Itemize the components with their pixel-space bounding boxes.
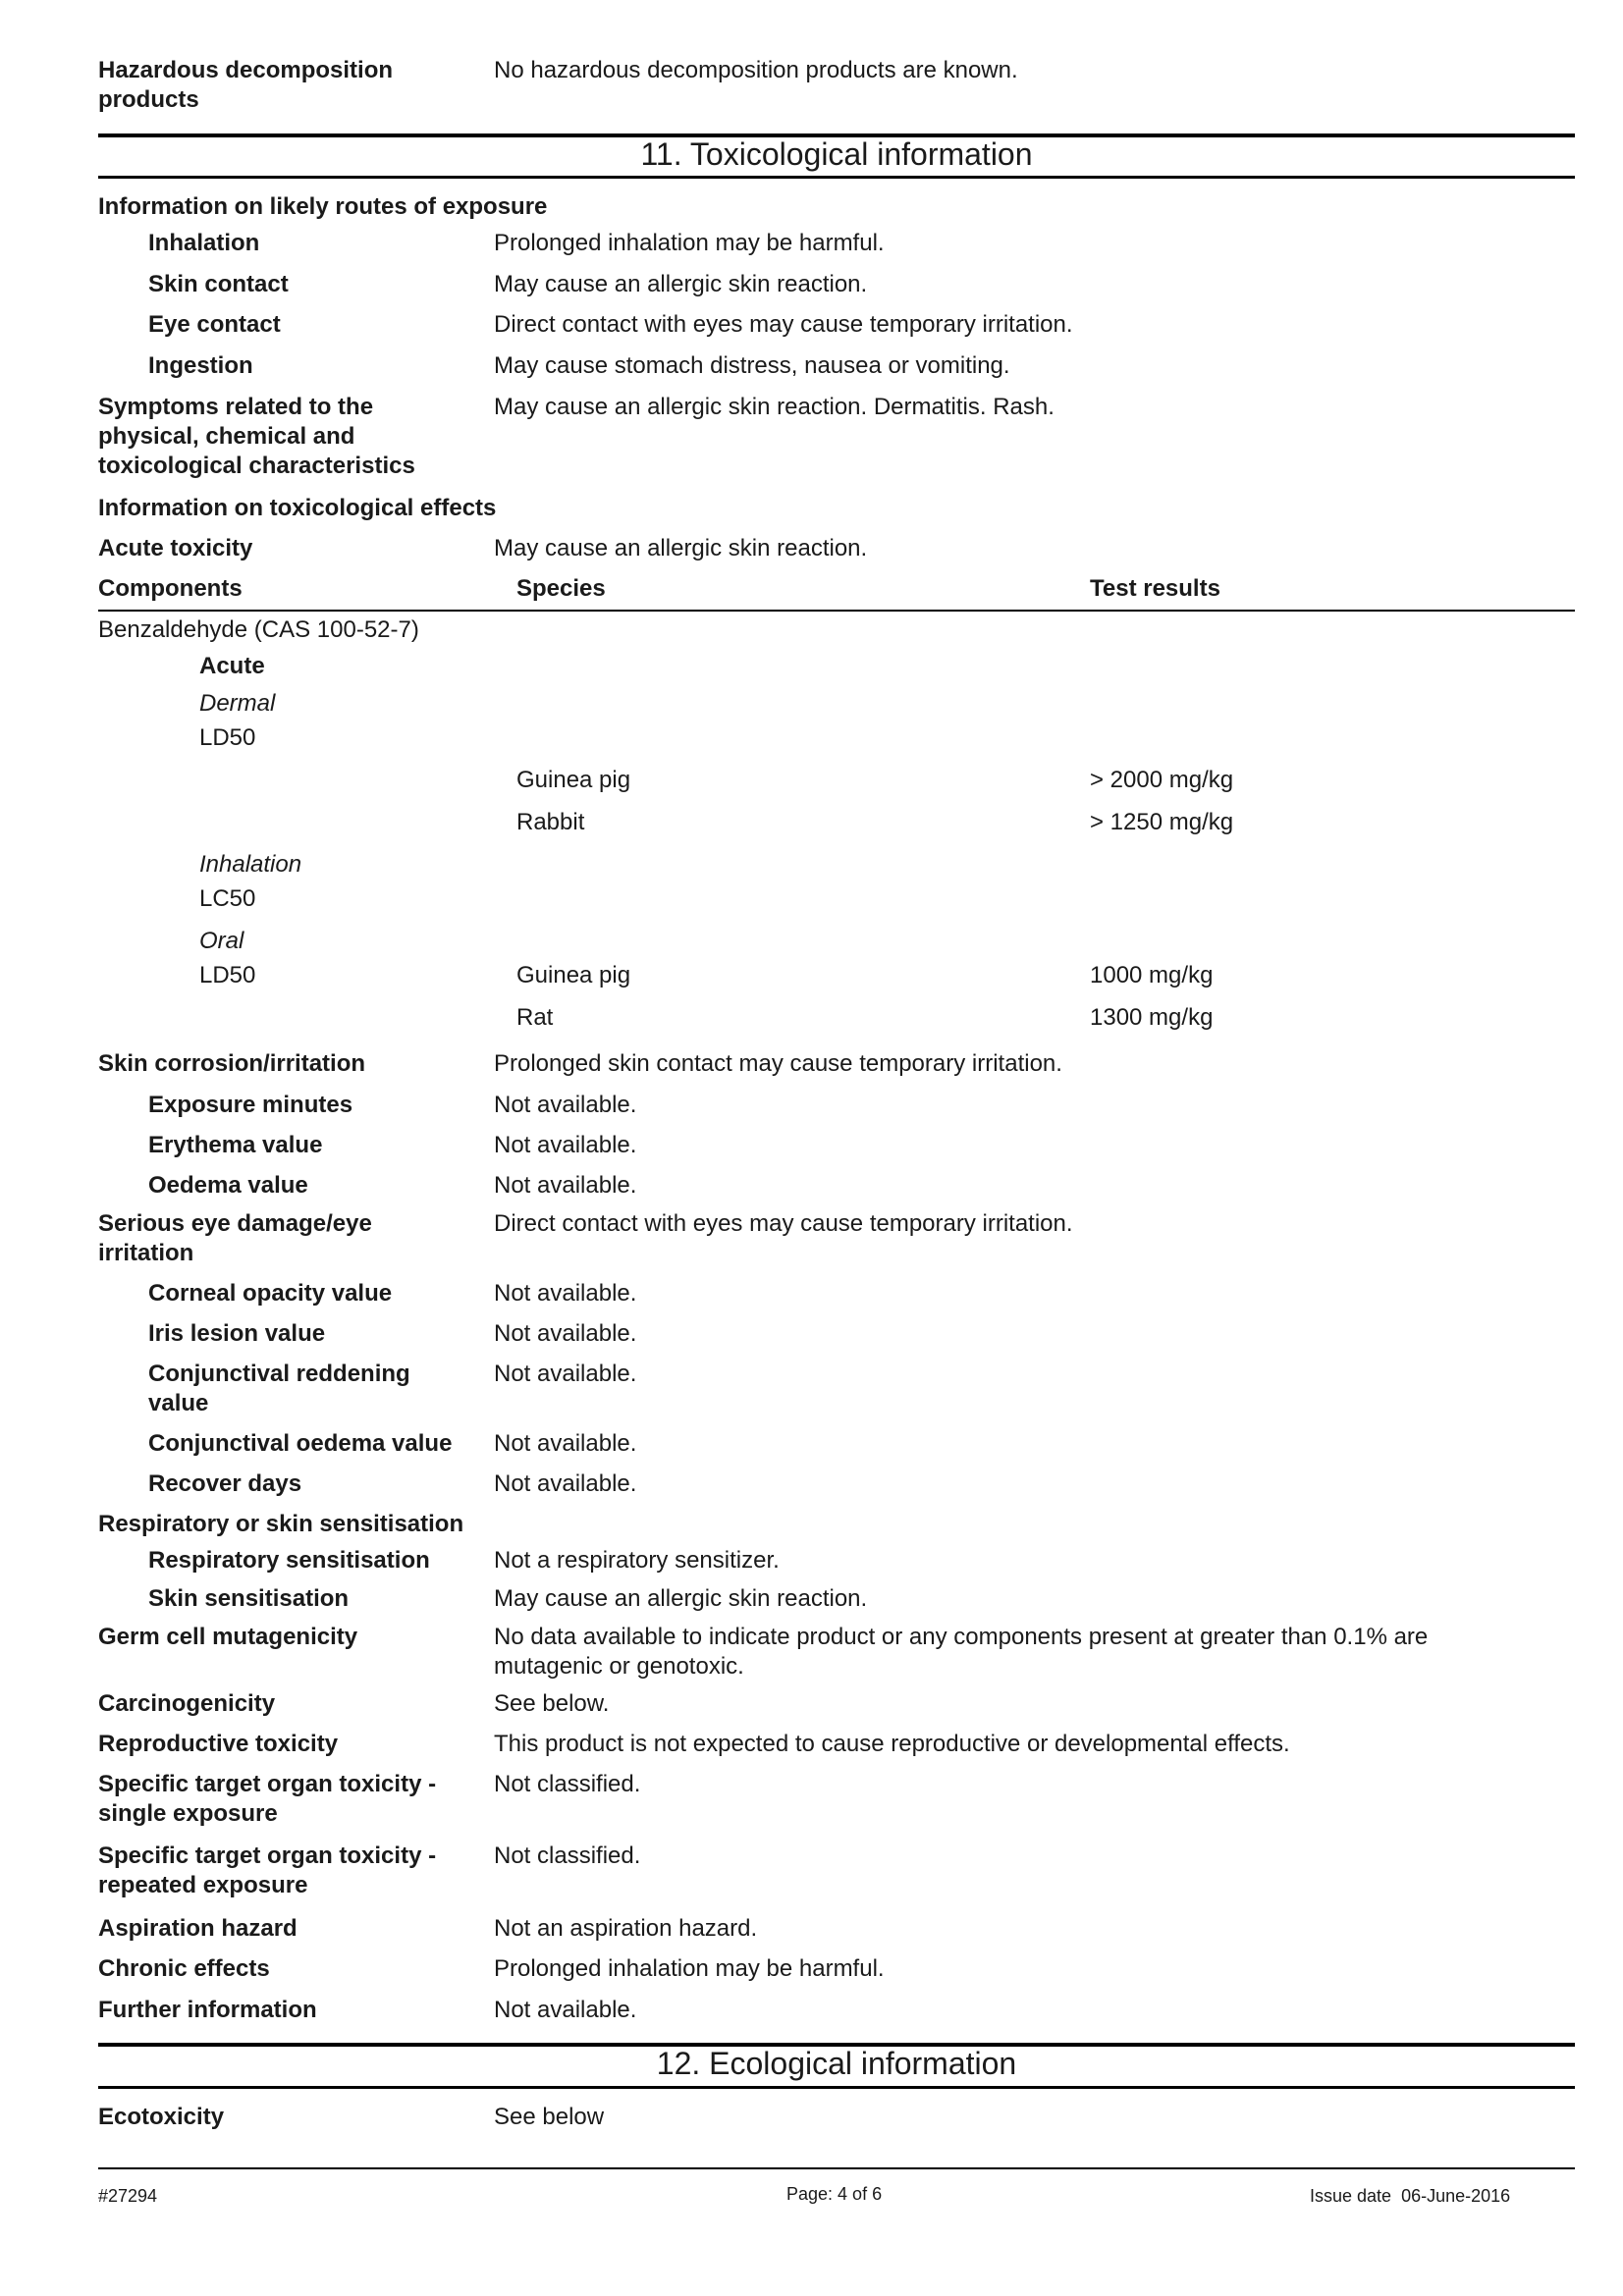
eye-contact-label: Eye contact bbox=[148, 311, 281, 338]
document-number: #27294 bbox=[98, 2186, 158, 2206]
corneal-opacity-value: Not available. bbox=[494, 1280, 637, 1307]
routes-heading: Information on likely routes of exposure bbox=[98, 193, 548, 220]
conjunctival-oedema-label: Conjunctival oedema value bbox=[148, 1430, 453, 1457]
further-information-label: Further information bbox=[98, 1997, 317, 2023]
oral-metric: LD50 bbox=[199, 962, 256, 988]
table-row-result: > 1250 mg/kg bbox=[1090, 809, 1234, 835]
table-row-result: > 2000 mg/kg bbox=[1090, 767, 1234, 793]
table-row-result: 1000 mg/kg bbox=[1090, 962, 1214, 988]
symptoms-label: Symptoms related to the physical, chemical and toxicological characteristics bbox=[98, 394, 415, 479]
acute-toxicity-label: Acute toxicity bbox=[98, 535, 253, 561]
table-header-components: Components bbox=[98, 575, 243, 602]
further-information-value: Not available. bbox=[494, 1997, 637, 2023]
route-oral: Oral bbox=[199, 928, 244, 954]
chronic-effects-label: Chronic effects bbox=[98, 1955, 270, 1982]
skin-contact-label: Skin contact bbox=[148, 271, 289, 297]
table-row-species: Rat bbox=[516, 1004, 554, 1031]
section-11-bottom-rule bbox=[98, 176, 1575, 179]
conjunctival-reddening-label: Conjunctival reddening value bbox=[148, 1361, 410, 1416]
ecotoxicity-value: See below bbox=[494, 2104, 605, 2130]
page-number: Page: 4 of 6 bbox=[786, 2184, 883, 2204]
table-row-species: Rabbit bbox=[516, 809, 585, 835]
section-12-title: 12. Ecological information bbox=[656, 2046, 1017, 2081]
aspiration-hazard-label: Aspiration hazard bbox=[98, 1915, 298, 1942]
erythema-value: Not available. bbox=[494, 1132, 637, 1158]
dermal-metric: LD50 bbox=[199, 724, 256, 751]
reproductive-toxicity-value: This product is not expected to cause reproductive or developmental effects. bbox=[494, 1731, 1290, 1757]
carcinogenicity-label: Carcinogenicity bbox=[98, 1690, 276, 1717]
issue-date bbox=[1310, 2185, 1510, 2207]
table-row-species: Guinea pig bbox=[516, 767, 631, 793]
acute-subheading: Acute bbox=[199, 653, 265, 679]
route-inhalation: Inhalation bbox=[199, 851, 302, 878]
ecotoxicity-label: Ecotoxicity bbox=[98, 2104, 225, 2130]
corneal-opacity-label: Corneal opacity value bbox=[148, 1280, 393, 1307]
inhalation-metric: LC50 bbox=[199, 885, 256, 912]
exposure-minutes-label: Exposure minutes bbox=[148, 1092, 353, 1118]
ingestion-value: May cause stomach distress, nausea or vomiting. bbox=[494, 352, 1010, 379]
respiratory-sensitisation-value: Not a respiratory sensitizer. bbox=[494, 1547, 780, 1574]
stot-repeated-value: Not classified. bbox=[494, 1842, 641, 1869]
skin-contact-value: May cause an allergic skin reaction. bbox=[494, 271, 868, 297]
stot-single-label: Specific target organ toxicity - single exposure bbox=[98, 1771, 437, 1827]
section-12-bottom-rule bbox=[98, 2086, 1575, 2089]
eye-damage-label: Serious eye damage/eye irritation bbox=[98, 1210, 372, 1266]
carcinogenicity-value: See below. bbox=[494, 1690, 610, 1717]
issue-date-label: Issue date bbox=[1310, 2186, 1392, 2206]
respiratory-sensitisation-label: Respiratory sensitisation bbox=[148, 1547, 430, 1574]
inhalation-label: Inhalation bbox=[148, 230, 260, 256]
ingestion-label: Ingestion bbox=[148, 352, 253, 379]
table-row-species: Guinea pig bbox=[516, 962, 631, 988]
skin-sensitisation-label: Skin sensitisation bbox=[148, 1585, 350, 1612]
conjunctival-oedema-value: Not available. bbox=[494, 1430, 637, 1457]
stot-repeated-label: Specific target organ toxicity - repeated exposure bbox=[98, 1842, 437, 1898]
reproductive-toxicity-label: Reproductive toxicity bbox=[98, 1731, 339, 1757]
recover-days-label: Recover days bbox=[148, 1470, 302, 1497]
exposure-minutes-value: Not available. bbox=[494, 1092, 637, 1118]
inhalation-value: Prolonged inhalation may be harmful. bbox=[494, 230, 885, 256]
table-row-result: 1300 mg/kg bbox=[1090, 1004, 1214, 1031]
acute-toxicity-value: May cause an allergic skin reaction. bbox=[494, 535, 868, 561]
section-11-title: 11. Toxicological information bbox=[640, 136, 1033, 172]
iris-lesion-value: Not available. bbox=[494, 1320, 637, 1347]
eye-contact-value: Direct contact with eyes may cause temporary irritation. bbox=[494, 311, 1073, 338]
chronic-effects-value: Prolonged inhalation may be harmful. bbox=[494, 1955, 885, 1982]
conjunctival-reddening-value: Not available. bbox=[494, 1361, 637, 1387]
table-header-species: Species bbox=[516, 575, 606, 602]
aspiration-hazard-value: Not an aspiration hazard. bbox=[494, 1915, 758, 1942]
table-header-results: Test results bbox=[1090, 575, 1220, 602]
oedema-label: Oedema value bbox=[148, 1172, 308, 1199]
hazardous-decomposition-label: Hazardous decomposition products bbox=[98, 57, 394, 113]
skin-corrosion-label: Skin corrosion/irritation bbox=[98, 1050, 366, 1077]
germ-cell-value: No data available to indicate product or any components present at greater than 0.1% are mutagenic or genotoxic. bbox=[494, 1624, 1429, 1680]
oedema-value: Not available. bbox=[494, 1172, 637, 1199]
effects-heading: Information on toxicological effects bbox=[98, 495, 497, 521]
eye-damage-value: Direct contact with eyes may cause temporary irritation. bbox=[494, 1210, 1073, 1237]
iris-lesion-label: Iris lesion value bbox=[148, 1320, 326, 1347]
recover-days-value: Not available. bbox=[494, 1470, 637, 1497]
symptoms-value: May cause an allergic skin reaction. Dermatitis. Rash. bbox=[494, 394, 1055, 420]
stot-single-value: Not classified. bbox=[494, 1771, 641, 1797]
table-header-rule bbox=[98, 610, 1575, 612]
skin-sensitisation-value: May cause an allergic skin reaction. bbox=[494, 1585, 868, 1612]
skin-corrosion-value: Prolonged skin contact may cause temporary irritation. bbox=[494, 1050, 1062, 1077]
component-name: Benzaldehyde (CAS 100-52-7) bbox=[98, 616, 419, 643]
route-dermal: Dermal bbox=[199, 690, 276, 717]
footer-rule bbox=[98, 2167, 1575, 2169]
issue-date-value: 06-June-2016 bbox=[1401, 2186, 1511, 2206]
germ-cell-label: Germ cell mutagenicity bbox=[98, 1624, 358, 1650]
sensitisation-heading: Respiratory or skin sensitisation bbox=[98, 1511, 464, 1537]
hazardous-decomposition-value: No hazardous decomposition products are known. bbox=[494, 57, 1018, 83]
erythema-label: Erythema value bbox=[148, 1132, 323, 1158]
